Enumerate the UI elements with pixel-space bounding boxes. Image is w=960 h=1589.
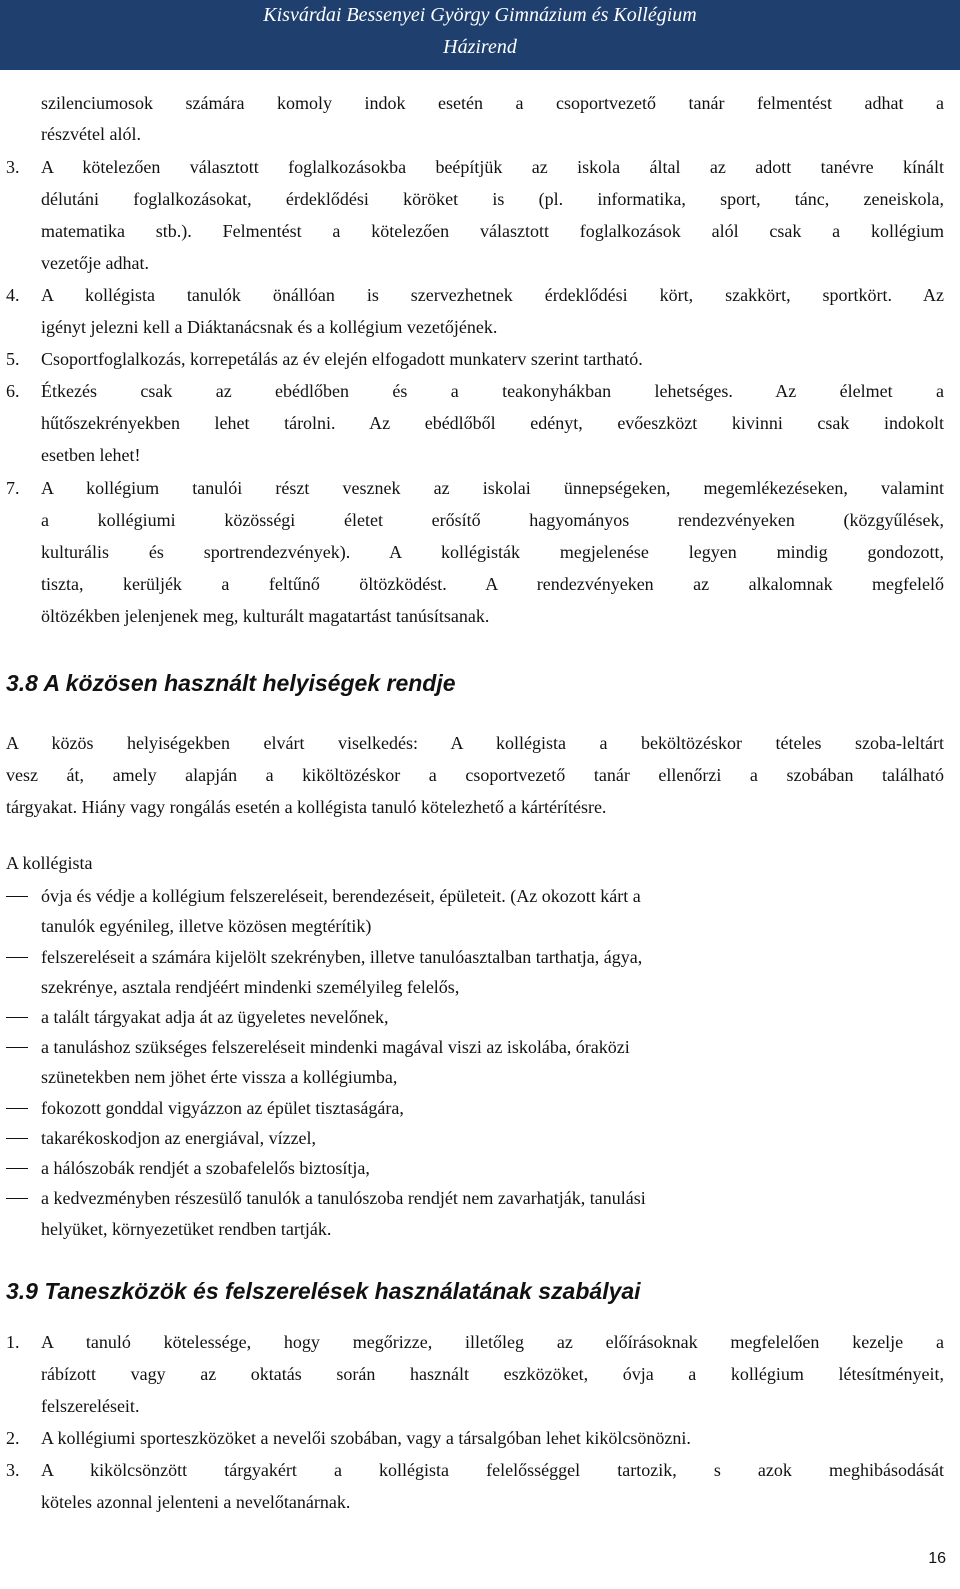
document-title: Házirend (443, 36, 517, 58)
bullet-text: szekrénye, asztala rendjéért mindenki személyileg felelős, (41, 977, 460, 997)
list-item-text: hűtőszekrényekben lehet tárolni. Az ebédlőből edényt, evőeszközt kivinni csak indokolt (41, 413, 944, 433)
list-item-text: vezetője adhat. (41, 253, 149, 273)
list-item-text: igényt jelezni kell a Diáktanácsnak és a kollégium vezetőjének. (41, 317, 498, 337)
paragraph-line: tárgyakat. Hiány vagy rongálás esetén a kollégista tanuló kötelezhető a kártérítésre. (6, 797, 607, 817)
list-item-text: részvétel alól. (41, 124, 141, 144)
paragraph-line: A közös helyiségekben elvárt viselkedés: A kollégista a beköltözéskor tételes szoba-leltárt (6, 733, 944, 753)
list-item-text: A kötelezően választott foglalkozásokba beépítjük az iskola által az adott tanévre kínált (41, 157, 944, 177)
list-item-text: öltözékben jelenjenek meg, kulturált magatartást tanúsítsanak. (41, 606, 490, 626)
bullet-text: takarékoskodjon az energiával, vízzel, (41, 1128, 317, 1148)
list-item-number: 6. (6, 381, 20, 401)
bullet-text: óvja és védje a kollégium felszereléseit, berendezéseit, épületeit. (Az okozott kárt a (41, 886, 641, 906)
bullet-text: szünetekben nem jöhet érte vissza a kollégiumba, (41, 1067, 398, 1087)
list-item-text: A kollégista tanulók önállóan is szervezhetnek érdeklődési kört, szakkört, sportkört. Az (41, 285, 944, 305)
list-item-number: 7. (6, 478, 20, 498)
list-intro: A kollégista (6, 853, 93, 873)
list-item-text: a kollégiumi közösségi életet erősítő hagyományos rendezvényeken (közgyűlések, (41, 510, 944, 530)
bullet-text: felszereléseit a számára kijelölt szekrényben, illetve tanulóasztalban tarthatja, ágya, (41, 947, 643, 967)
bullet-dash (6, 1168, 28, 1169)
list-item-text: A kikölcsönzött tárgyakért a kollégista felelősséggel tartozik, s azok meghibásodását (41, 1460, 944, 1480)
list-item-text: A kollégium tanulói részt vesznek az iskolai ünnepségeken, megemlékezéseken, valamint (41, 478, 944, 498)
list-item-text: kulturális és sportrendezvények). A kollégisták megjelenése legyen mindig gondozott, (41, 542, 944, 562)
bullet-dash (6, 1108, 28, 1109)
list-item-text: A tanuló kötelessége, hogy megőrizze, illetőleg az előírásoknak megfelelően kezelje a (41, 1332, 944, 1352)
bullet-text: a hálószobák rendjét a szobafelelős biztosítja, (41, 1158, 370, 1178)
bullet-text: a kedvezményben részesülő tanulók a tanulószoba rendjét nem zavarhatják, tanulási (41, 1188, 646, 1208)
page-number: 16 (928, 1550, 946, 1567)
bullet-text: fokozott gonddal vigyázzon az épület tisztaságára, (41, 1098, 404, 1118)
bullet-text: a tanuláshoz szükséges felszereléseit mindenki magával viszi az iskolába, óraközi (41, 1037, 630, 1057)
list-item-number: 2. (6, 1428, 20, 1448)
school-name: Kisvárdai Bessenyei György Gimnázium és Kollégium (263, 4, 697, 26)
bullet-dash (6, 1017, 28, 1018)
page-header (0, 0, 960, 70)
bullet-text: tanulók egyénileg, illetve közösen megtérítik) (41, 916, 372, 936)
list-item-text: esetben lehet! (41, 445, 141, 465)
list-item-text: szilenciumosok számára komoly indok esetén a csoportvezető tanár felmentést adhat a (41, 93, 944, 113)
bullet-dash (6, 896, 28, 897)
bullet-dash (6, 1138, 28, 1139)
list-item-text: felszereléseit. (41, 1396, 140, 1416)
list-item-text: A kollégiumi sporteszközöket a nevelői szobában, vagy a társalgóban lehet kikölcsönözni. (41, 1428, 691, 1448)
list-item-text: Étkezés csak az ebédlőben és a teakonyhákban lehetséges. Az élelmet a (41, 381, 944, 401)
list-item-text: köteles azonnal jelenteni a nevelőtanárnak. (41, 1492, 351, 1512)
list-item-number: 4. (6, 285, 20, 305)
list-item-number: 3. (6, 157, 20, 177)
list-item-number: 5. (6, 349, 20, 369)
list-item-text: tiszta, kerüljék a feltűnő öltözködést. A rendezvényeken az alkalomnak megfelelő (41, 574, 944, 594)
bullet-dash (6, 1047, 28, 1048)
list-item-text: délutáni foglalkozásokat, érdeklődési köröket is (pl. informatika, sport, tánc, zeneiskola, (41, 189, 944, 209)
list-item-number: 1. (6, 1332, 20, 1352)
bullet-text: a talált tárgyakat adja át az ügyeletes nevelőnek, (41, 1007, 389, 1027)
list-item-text: matematika stb.). Felmentést a kötelezően választott foglalkozások alól csak a kollégium (41, 221, 944, 241)
list-item-text: rábízott vagy az oktatás során használt eszközöket, óvja a kollégium létesítményeit, (41, 1364, 944, 1384)
bullet-dash (6, 1198, 28, 1199)
bullet-text: helyüket, környezetüket rendben tartják. (41, 1219, 332, 1239)
section-heading: 3.8 A közösen használt helyiségek rendje (6, 670, 456, 696)
list-item-text: Csoportfoglalkozás, korrepetálás az év elején elfogadott munkaterv szerint tartható. (41, 349, 643, 369)
list-item-number: 3. (6, 1460, 20, 1480)
paragraph-line: vesz át, amely alapján a kiköltözéskor a csoportvezető tanár ellenőrzi a szobában található (6, 765, 944, 785)
bullet-dash (6, 957, 28, 958)
section-heading: 3.9 Taneszközök és felszerelések használatának szabályai (6, 1278, 641, 1304)
